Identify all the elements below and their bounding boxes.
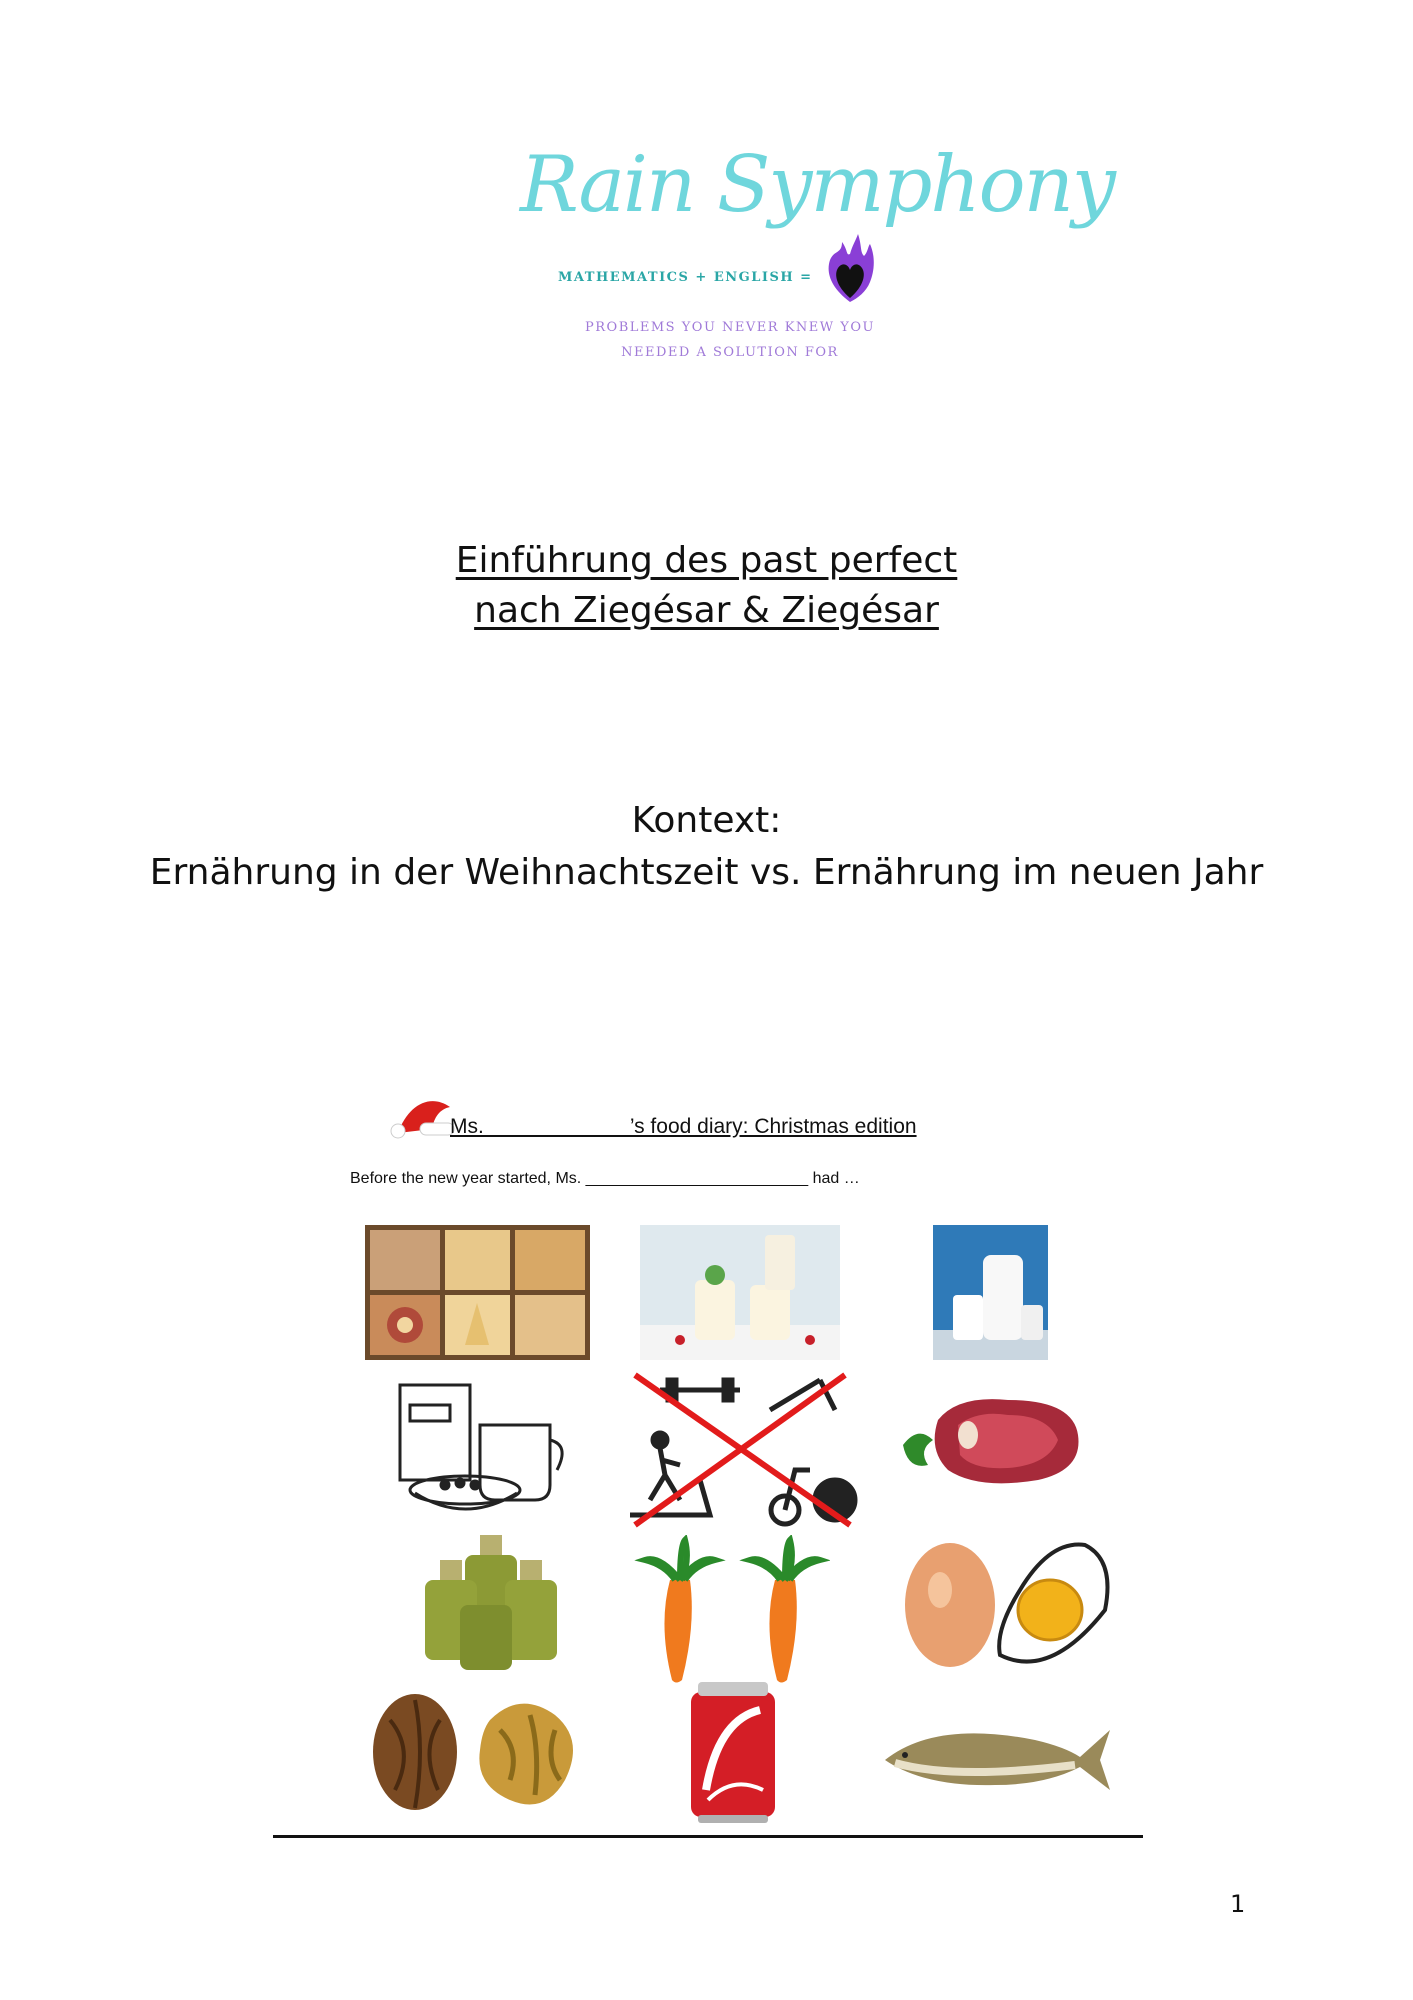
food-diary-worksheet <box>330 1075 1150 1835</box>
olive-oil-image <box>405 1530 565 1670</box>
cola-can-image <box>688 1680 778 1825</box>
logo-title: Rain Symphony <box>520 140 1114 230</box>
worksheet-heading: Ms. ____________’s food diary: Christmas edition <box>450 1115 917 1138</box>
carrots-image <box>630 1535 830 1685</box>
logo-tagline: MATHEMATICS + ENGLISH = <box>558 270 813 285</box>
cereal-image <box>385 1375 570 1520</box>
worksheet-prompt: Before the new year started, Ms. _________________________ had … <box>350 1170 860 1187</box>
document-title-line-1: Einführung des past perfect <box>455 540 958 581</box>
logo-slogan-line-1: PROBLEMS YOU NEVER KNEW YOU <box>585 320 875 335</box>
flaming-heart-icon <box>820 232 880 304</box>
page-number: 1 <box>1230 1890 1246 1918</box>
document-title-line-2: nach Ziegésar & Ziegésar <box>474 590 939 631</box>
cookies-image <box>365 1225 590 1360</box>
no-exercise-image <box>620 1370 860 1530</box>
eggnog-image <box>640 1225 840 1360</box>
fish-image <box>875 1715 1115 1800</box>
rain-symphony-logo <box>520 140 1114 370</box>
milk-image <box>933 1225 1048 1360</box>
walnuts-image <box>370 1690 585 1815</box>
context-label: Kontext: <box>631 800 782 841</box>
eggs-image <box>900 1530 1120 1675</box>
steak-image <box>898 1390 1088 1500</box>
answer-line <box>273 1835 1143 1838</box>
logo-slogan-line-2: NEEDED A SOLUTION FOR <box>621 345 839 360</box>
context-text: Ernährung in der Weihnachtszeit vs. Ernährung im neuen Jahr <box>149 852 1264 893</box>
